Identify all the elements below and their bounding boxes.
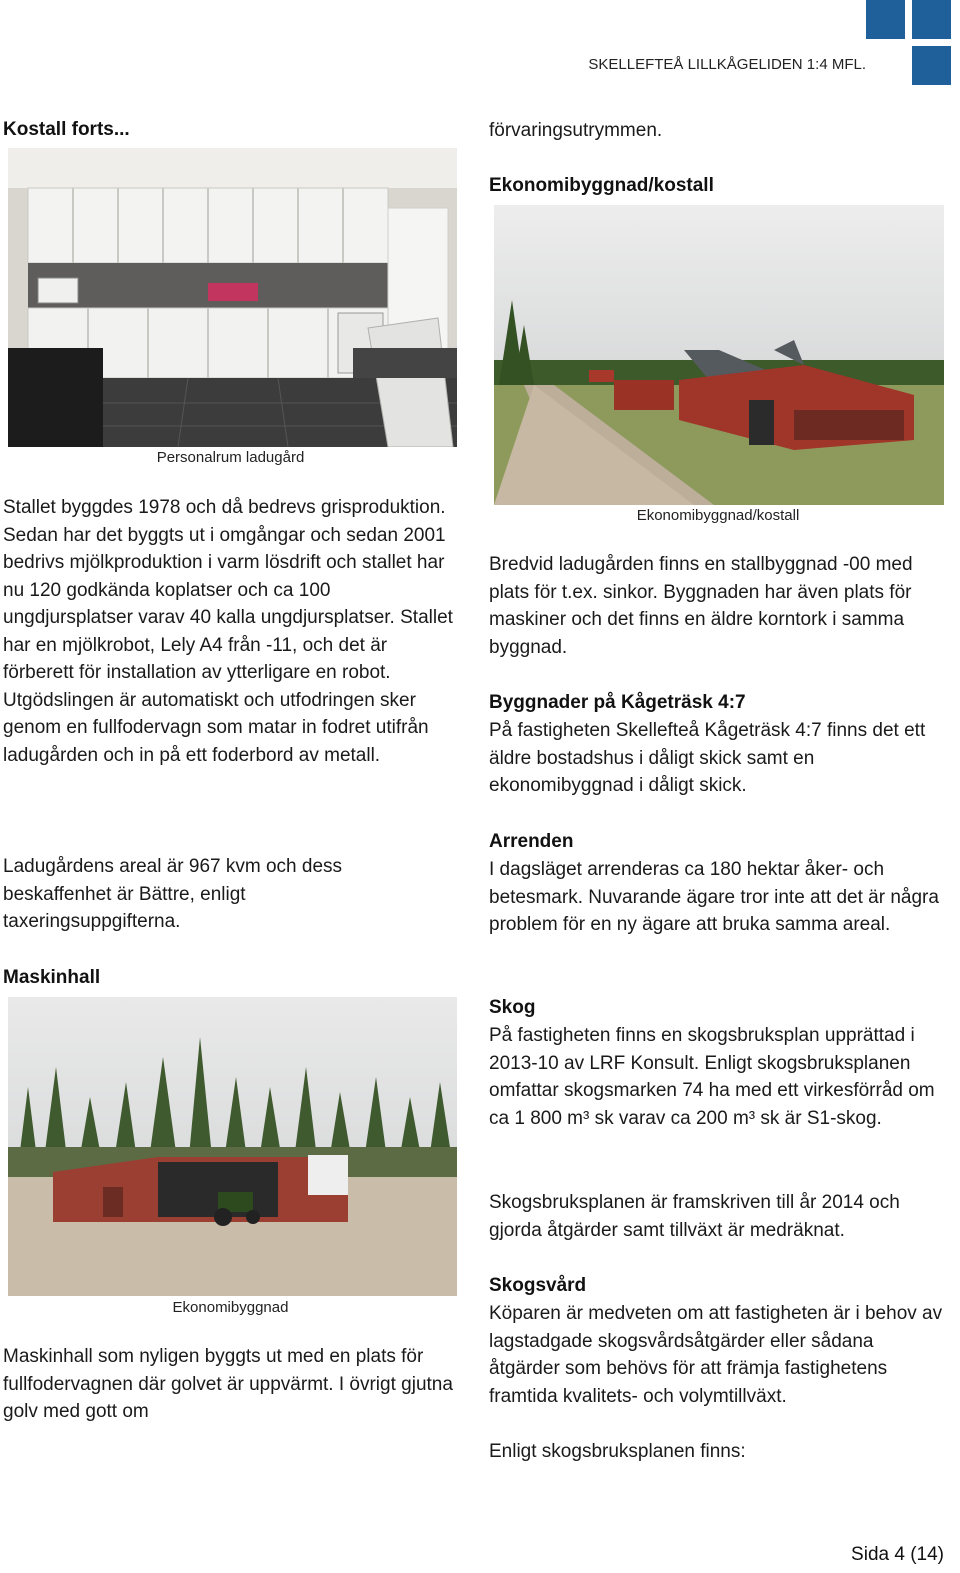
skog-heading: Skog <box>489 997 536 1018</box>
ekonomibyggnad-heading: Ekonomibyggnad/kostall <box>489 175 714 196</box>
logo-square-1 <box>866 0 905 39</box>
photo-personalrum <box>8 148 457 447</box>
photo-ekonomibyggnad-caption: Ekonomibyggnad <box>172 1299 289 1316</box>
left-paragraph-1: Stallet byggdes 1978 och då bedrevs grisproduktion. Sedan har det byggts ut i omgångar och sedan 2001 bedrivs mjölkproduktion i varm lösdrift och stallet har nu 120 godkända koplatser och ca 100 ungdjursplatser varav 40 kalla ungdjursplatser. Stallet har en mjölkrobot, Lely A4 från -11, och det är förberett för installation av ytterligare en robot. Utgödslingen är automatiskt och utfodringen sker genom en fullfodervagn som matar in fodret utifrån ladugården och in på ett foderbord av metall. <box>3 497 453 766</box>
skog-text-2: Skogsbruksplanen är framskriven till år 2014 och gjorda åtgärder samt tillväxt är medräknat. <box>489 1192 900 1241</box>
logo-square-2 <box>912 0 951 39</box>
byggnader-text: På fastigheten Skellefteå Kågeträsk 4:7 finns det ett äldre bostadshus i dåligt skick samt en ekonomibyggnad i dåligt skick. <box>489 720 926 796</box>
right-paragraph-1: Bredvid ladugården finns en stallbyggnad -00 med plats för t.ex. sinkor. Byggnaden har även plats för maskiner och det finns en äldre korntork i samma byggnad. <box>489 554 913 658</box>
page-number: Sida 4 (14) <box>851 1544 944 1565</box>
photo-ekonomibyggnad-kostall-caption: Ekonomibyggnad/kostall <box>636 507 800 524</box>
maskinhall-heading: Maskinhall <box>3 967 101 988</box>
barn-image <box>494 205 944 505</box>
kostall-heading: Kostall forts... <box>3 119 130 140</box>
left-paragraph-3: Maskinhall som nyligen byggts ut med en plats för fullfodervagnen där golvet är uppvärmt. I övrigt gjutna golv med gott om <box>3 1346 453 1422</box>
skogsvard-text: Köparen är medveten om att fastigheten är i behov av lagstadgade skogsvårdsåtgärder eller sådana åtgärder som behövs för att främja fastighetens framtida kvalitets- och volymtillväxt. <box>489 1303 943 1407</box>
machine-hall-image <box>8 997 457 1296</box>
arrenden-text: I dagsläget arrenderas ca 180 hektar åker- och betesmark. Nuvarande ägare tror inte att det är några problem för en ny ägare att bruka samma areal. <box>489 859 939 935</box>
skogsvard-heading: Skogsvård <box>489 1275 587 1296</box>
skog-text: På fastigheten finns en skogsbruksplan upprättad i 2013-10 av LRF Konsult. Enligt skogsbruksplanen omfattar skogsmarken 74 ha med ett virkesförråd om ca 1 800 m³ sk varav ca 200 m³ sk är S1-skog. <box>489 1025 935 1129</box>
final-text: Enligt skogsbruksplanen finns: <box>489 1441 746 1462</box>
photo-ekonomibyggnad-kostall <box>494 205 944 505</box>
arrenden-heading: Arrenden <box>489 831 574 852</box>
kitchen-image <box>8 148 457 447</box>
photo-personalrum-caption: Personalrum ladugård <box>156 449 305 466</box>
byggnader-heading: Byggnader på Kågeträsk 4:7 <box>489 692 746 713</box>
left-paragraph-2: Ladugårdens areal är 967 kvm och dess beskaffenhet är Bättre, enligt taxeringsuppgifterna. <box>3 856 343 932</box>
logo-square-3 <box>912 46 951 85</box>
right-continued-text: förvaringsutrymmen. <box>489 120 663 141</box>
photo-ekonomibyggnad <box>8 997 457 1296</box>
document-header-title: SKELLEFTEÅ LILLKÅGELIDEN 1:4 MFL. <box>588 56 866 73</box>
